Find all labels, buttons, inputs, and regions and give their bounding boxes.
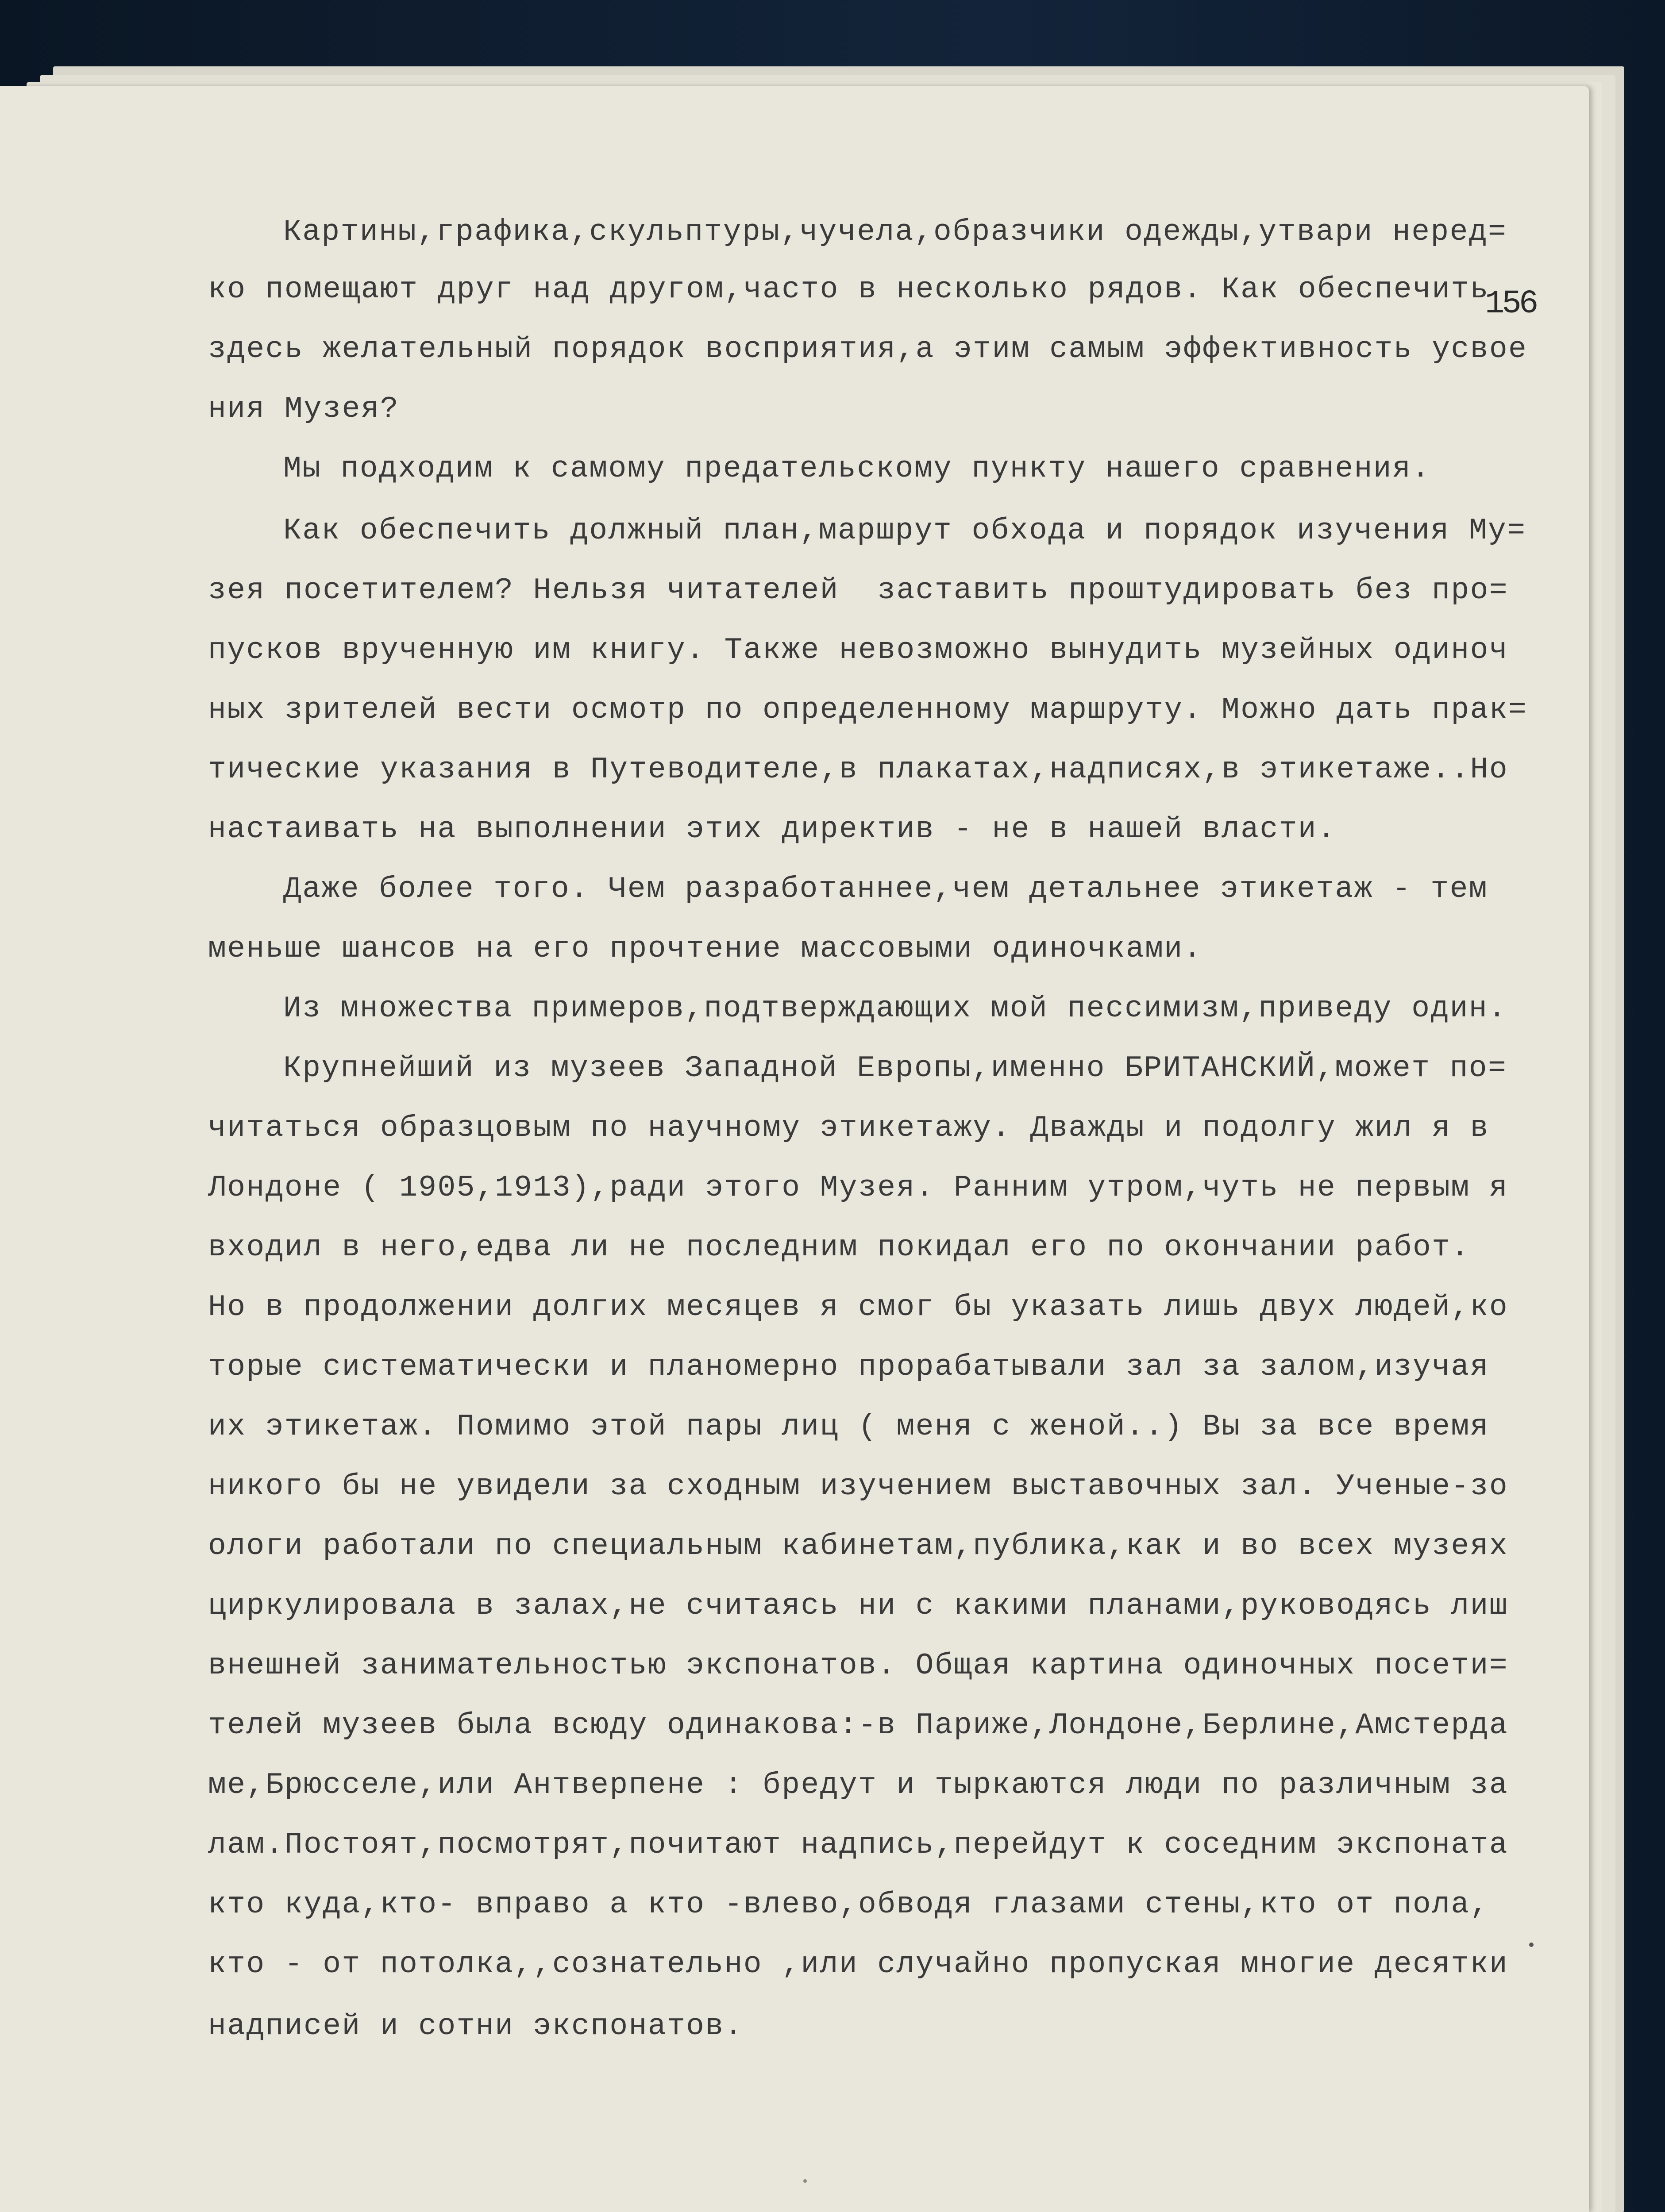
- text-line: тические указания в Путеводителе,в плакатах,надписях,в этикетаже..Но: [208, 753, 1509, 787]
- text-line: ко помещают друг над другом,часто в несколько рядов. Как обеспечить: [208, 273, 1489, 307]
- text-line: Но в продолжении долгих месяцев я смог бы указать лишь двух людей,ко: [208, 1290, 1509, 1324]
- text-line: никого бы не увидели за сходным изучением выставочных зал. Ученые-зо: [208, 1470, 1509, 1504]
- ink-speck: [1529, 1943, 1534, 1947]
- text-line: Картины,графика,скульптуры,чучела,образчики одежды,утвари неред=: [283, 215, 1507, 249]
- text-line: циркулировала в залах,не считаясь ни с какими планами,руководясь лиш: [208, 1589, 1509, 1623]
- text-line: Крупнейший из музеев Западной Европы,именно БРИТАНСКИЙ,может по=: [283, 1051, 1507, 1085]
- text-line: ологи работали по специальным кабинетам,публика,как и во всех музеях: [208, 1529, 1509, 1563]
- text-line: лам.Постоят,посмотрят,почитают надпись,перейдут к соседним экспоната: [208, 1828, 1509, 1862]
- text-line: кто - от потолка,,сознательно ,или случайно пропуская многие десятки: [208, 1947, 1509, 1981]
- text-line: зея посетителем? Нельзя читателей заставить проштудировать без про=: [208, 573, 1509, 608]
- text-line: торые систематически и планомерно прорабатывали зал за залом,изучая: [208, 1350, 1489, 1384]
- paper-speck: [803, 2179, 807, 2183]
- text-line: Даже более того. Чем разработаннее,чем детальнее этикетаж - тем: [283, 872, 1488, 906]
- text-line: их этикетаж. Помимо этой пары лиц ( меня с женой..) Вы за все время: [208, 1410, 1489, 1444]
- text-line: внешней занимательностью экспонатов. Общая картина одиночных посети=: [208, 1649, 1509, 1683]
- text-line: Как обеспечить должный план,маршрут обхода и порядок изучения Му=: [283, 514, 1526, 548]
- text-line: меньше шансов на его прочтение массовыми одиночками.: [208, 932, 1202, 966]
- text-line: настаивать на выполнении этих директив - не в нашей власти.: [208, 812, 1337, 846]
- text-line: телей музеев была всюду одинакова:-в Париже,Лондоне,Берлине,Амстерда: [208, 1708, 1509, 1743]
- text-line: входил в него,едва ли не последним покидал его по окончании работ.: [208, 1231, 1470, 1265]
- text-line: надписей и сотни экспонатов.: [208, 2009, 744, 2043]
- text-line: здесь желательный порядок восприятия,а этим самым эффективность усвое: [208, 332, 1528, 366]
- text-line: Мы подходим к самому предательскому пункту нашего сравнения.: [283, 452, 1431, 486]
- text-line: пусков врученную им книгу. Также невозможно вынудить музейных одиноч: [208, 633, 1509, 667]
- text-line: ных зрителей вести осмотр по определенному маршруту. Можно дать прак=: [208, 693, 1528, 727]
- text-line: ме,Брюсселе,или Антверпене : бредут и тыркаются люди по различным за: [208, 1768, 1509, 1802]
- page-number: 156: [1485, 285, 1536, 323]
- text-line: кто куда,кто- вправо а кто -влево,обводя глазами стены,кто от пола,: [208, 1888, 1489, 1922]
- text-line: ния Музея?: [208, 392, 400, 426]
- text-line: Из множества примеров,подтверждающих мой пессимизм,приведу один.: [283, 992, 1507, 1026]
- text-line: читаться образцовым по научному этикетажу. Дважды и подолгу жил я в: [208, 1111, 1489, 1145]
- text-line: Лондоне ( 1905,1913),ради этого Музея. Ранним утром,чуть не первым я: [208, 1171, 1509, 1205]
- body-text: [0, 86, 1589, 2212]
- typewritten-page: [0, 86, 1589, 2212]
